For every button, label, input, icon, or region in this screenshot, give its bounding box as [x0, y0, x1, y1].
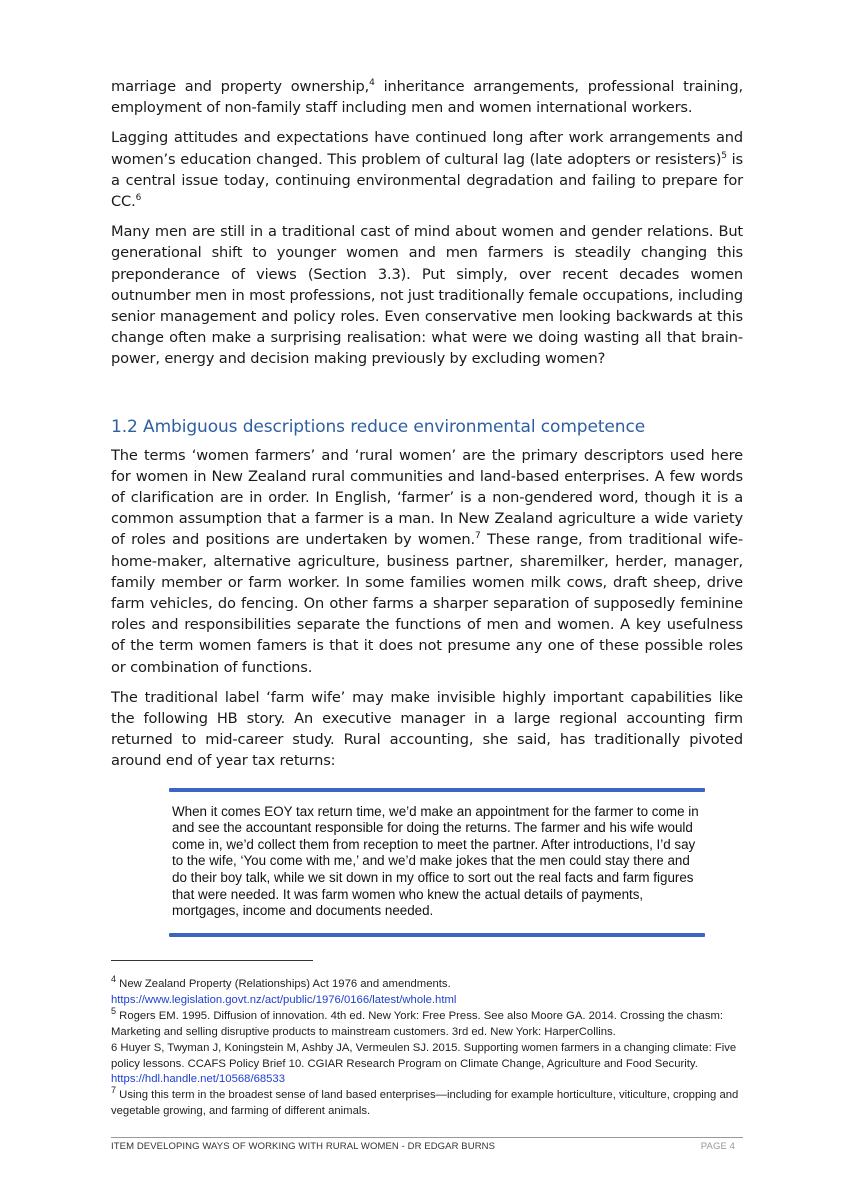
footer-title: ITEM DEVELOPING WAYS OF WORKING WITH RURAL WOMEN - DR EDGAR BURNS	[111, 1141, 496, 1152]
paragraph-2-text: Lagging attitudes and expectations have continued long after work arrangements and women’s education changed. This problem of cultural lag (late adopters or resisters)	[111, 129, 743, 168]
quote-top-rule	[169, 788, 705, 792]
footnote-ref-4[interactable]: 4	[369, 78, 375, 89]
footnote-7-text: Using this term in the broadest sense of land based enterprises—including for example horticulture, viticulture, cropping and vegetable growing, and farming of different animals.	[111, 1089, 739, 1118]
paragraph-2	[111, 127, 743, 212]
footnote-5	[111, 1006, 743, 1041]
paragraph-3: Many men are still in a traditional cast of mind about women and gender relations. But generational shift to younger women and men farmers is steadily changing this preponderance of views (Section 3.3). Put simply, over recent decades women outnumber men in most professions, not just traditionally female occupations, including senior management and policy roles. Even conservative men looking backwards at this change often make a surprising realisation: what were we doing wasting all that brain-power, energy and decision making previously by excluding women?	[111, 223, 743, 368]
paragraph-1-text-cont: inheritance arrangements, professional training, employment of non-family staff including men and women international workers.	[111, 78, 743, 117]
footnote-6-link[interactable]: https://hdl.handle.net/10568/68533	[111, 1073, 285, 1086]
section-heading: 1.2 Ambiguous descriptions reduce environmental competence	[111, 416, 646, 437]
footnote-ref-6[interactable]: 6	[135, 193, 142, 204]
footnotes	[111, 974, 743, 1120]
footnote-5-number: 5	[111, 1006, 117, 1017]
footnote-6: 6 Huyer S, Twyman J, Koningstein M, Ashby JA, Vermeulen SJ. 2015. Supporting women farmers in a changing climate: Five policy lessons. CCAFS Policy Brief 10. CGIAR Research Program on Climate Change, Agriculture and Food Security.	[111, 1041, 737, 1070]
footnote-7-number: 7	[111, 1085, 117, 1096]
paragraph-4-text-cont: These range, from traditional wife-home-maker, alternative agriculture, business partner, sharemilker, herder, manager, family member or farm worker. In some families women milk cows, draft sheep, drive farm vehicles, do fencing. On other farms a sharper separation of supposedly feminine roles and responsibilities separate the functions of men and women. A key usefulness of the term women famers is that it does not presume any one of these possible roles or combination of functions.	[111, 531, 743, 676]
paragraph-4-text: The terms ‘women farmers’ and ‘rural women’ are the primary descriptors used here for women in New Zealand rural communities and land-based enterprises. A few words of clarification are in order. In English, ‘farmer’ is a non-gendered word, though it is a common assumption that a farmer is a man. In New Zealand agriculture a wide variety of roles and positions are undertaken by women.	[111, 446, 743, 549]
paragraph-1	[111, 76, 743, 118]
footnote-4	[111, 974, 743, 993]
footnote-4-text: New Zealand Property (Relationships) Act 1976 and amendments.	[116, 978, 451, 990]
footnote-7	[111, 1085, 743, 1120]
page-number: PAGE 4	[700, 1141, 735, 1152]
quote-bottom-rule	[169, 933, 705, 937]
footer-rule	[111, 1137, 743, 1138]
footnote-ref-7[interactable]: 7	[474, 531, 481, 542]
footnote-5-text: Rogers EM. 1995. Diffusion of innovation. 4th ed. New York: Free Press. See also Moore GA. 2014. Crossing the chasm: Marketing and selling disruptive products to mainstream customers. 3rd ed. New York: HarperCollins.	[111, 1009, 724, 1038]
footnote-separator	[111, 960, 313, 961]
footnote-4-link[interactable]: https://www.legislation.govt.nz/act/public/1976/0166/latest/whole.html	[111, 993, 457, 1006]
paragraph-1-text: marriage and property ownership,	[111, 78, 370, 95]
block-quote	[169, 788, 705, 937]
page-footer	[111, 1141, 743, 1152]
page-body	[111, 76, 743, 937]
paragraph-5: The traditional label ‘farm wife’ may make invisible highly important capabilities like the following HB story. An executive manager in a large regional accounting firm returned to mid-career study. Rural accounting, she said, has traditionally pivoted around end of year tax returns:	[111, 688, 743, 770]
paragraph-4	[111, 445, 743, 678]
quote-text: When it comes EOY tax return time, we’d make an appointment for the farmer to come in and see the accountant responsible for doing the returns. The farmer and his wife would come in, we’d collect them from reception to meet the partner. After introductions, I’d say to the wife, ‘You come with me,’ and we’d make jokes that the men could stay there and do their boy talk, while we sit down in my office to sort out the real facts and farm figures that were needed. It was farm women who knew the actual details of payments, mortgages, income and documents needed.	[172, 803, 699, 919]
paragraph-2-text-cont: is a central issue today, continuing environmental degradation and failing to prepare for CC.	[111, 150, 743, 211]
footnote-ref-5[interactable]: 5	[721, 150, 727, 161]
footnote-4-number: 4	[111, 974, 117, 985]
